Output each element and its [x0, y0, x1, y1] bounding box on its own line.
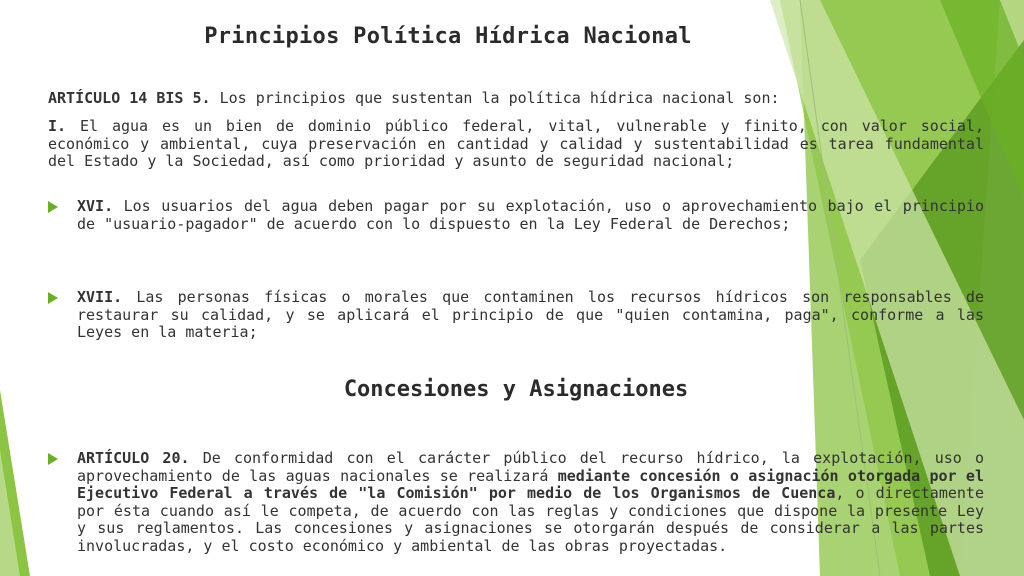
section-title: Concesiones y Asignaciones: [343, 377, 689, 402]
art20-text-2: , o directamente por ésta cuando así le competa, de acuerdo con las reglas y condiciones que dispone la presente Ley y sus reglamentos. Las concesiones y asignaciones se otorgarán después de considerar a las partes involucradas, y el costo económico y ambiental de las obras proyectadas.: [77, 484, 984, 555]
bullet-arrow-icon: [48, 453, 58, 465]
bullet-xvi: [48, 198, 984, 233]
bullet-body: Las personas físicas o morales que contaminen los recursos hídricos son responsables de restaurar su calidad, y se aplicará el principio de que "quien contamina, paga", conforme a las Leyes en la materia;: [77, 288, 984, 341]
art20-text-1: De conformidad con el carácter público del recurso hídrico, la explotación, uso o aprovechamiento de las aguas nacionales se realizará: [77, 449, 984, 485]
art20-label: ARTÍCULO 20.: [77, 449, 190, 467]
intro-text: Los principios que sustentan la política hídrica nacional son:: [210, 89, 780, 107]
bullet-arrow-icon: [48, 292, 58, 304]
bullet-body: Los usuarios del agua deben pagar por su explotación, uso o aprovechamiento bajo el principio de "usuario-pagador" de acuerdo con lo dispuesto en la Ley Federal de Derechos;: [77, 197, 984, 233]
item-i-paragraph: [48, 118, 984, 171]
bullet-arrow-icon: [48, 201, 58, 213]
bullet-text: [77, 198, 984, 233]
intro-paragraph: [48, 90, 984, 108]
bullet-label: XVII.: [77, 288, 123, 306]
bullet-text: [77, 289, 984, 342]
bullet-xvii: [48, 289, 984, 342]
bullet-text: [77, 450, 984, 555]
slide-title: Principios Política Hídrica Nacional: [204, 24, 692, 49]
intro-label: ARTÍCULO 14 BIS 5.: [48, 89, 211, 107]
item-i-text: El agua es un bien de dominio público federal, vital, vulnerable y finito, con valor social, económico y ambiental, cuya preservación en cantidad y calidad y sustentabilidad es tarea fundamental del Estado y la Sociedad, así como prioridad y asunto de seguridad nacional;: [48, 117, 984, 170]
item-i-label: I.: [48, 117, 67, 135]
art20-bold: mediante concesión o asignación otorgada por el Ejecutivo Federal a través de "la Comisión" por medio de los Organismos de Cuenca: [77, 466, 984, 502]
bullet-label: XVI.: [77, 197, 114, 215]
bullet-articulo-20: [48, 450, 984, 555]
